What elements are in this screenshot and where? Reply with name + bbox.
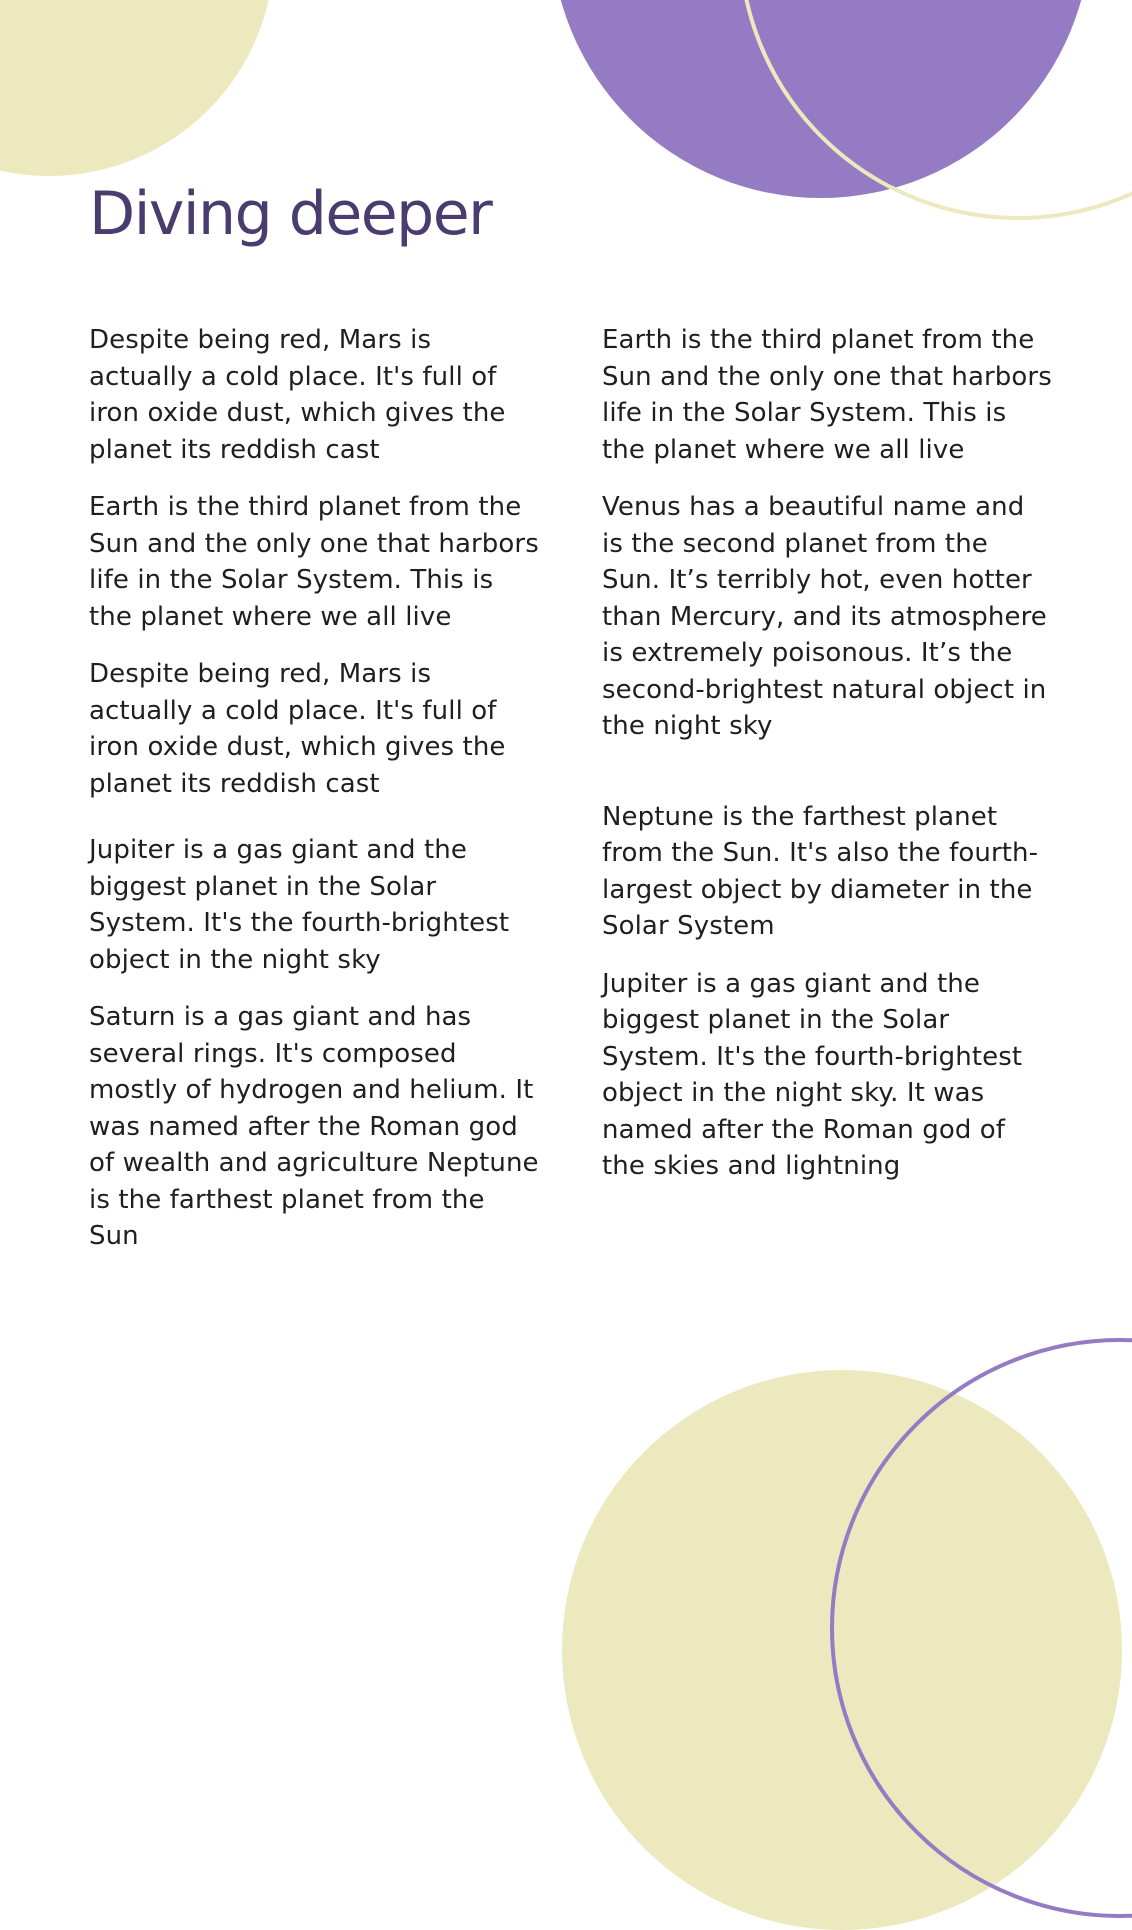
left-column — [89, 322, 539, 1255]
paragraph-mars-repeat: Despite being red, Mars is actually a cold place. It's full of iron oxide dust, which gives the planet its reddish cast — [89, 659, 506, 799]
paragraph-jupiter-right: Jupiter is a gas giant and the biggest planet in the Solar System. It's the fourth-brightest object in the night sky. It was named after the Roman god of the skies and lightning — [602, 968, 1023, 1181]
paragraph-earth-right: Earth is the third planet from the Sun and the only one that harbors life in the Solar System. This is the planet where we all live — [602, 325, 1052, 465]
paragraph-jupiter: Jupiter is a gas giant and the biggest planet in the Solar System. It's the fourth-brightest object in the night sky — [89, 835, 510, 975]
paragraph-mars: Despite being red, Mars is actually a cold place. It's full of iron oxide dust, which gives the planet its reddish cast — [89, 325, 506, 465]
paragraph-venus: Venus has a beautiful name and is the second planet from the Sun. It’s terribly hot, even hotter than Mercury, and its atmosphere is extremely poisonous. It’s the second-brightest natural object in the night sky — [602, 492, 1047, 741]
page-title: Diving deeper — [89, 179, 492, 249]
paragraph-neptune: Neptune is the farthest planet from the Sun. It's also the fourth-largest object by diameter in the Solar System — [602, 801, 1039, 941]
decor-circle-top-left — [0, 0, 274, 176]
paragraph-saturn: Saturn is a gas giant and has several rings. It's composed mostly of hydrogen and helium. It was named after the Roman god of wealth and agriculture Neptune is the farthest planet from the Sun — [89, 1002, 539, 1251]
right-column — [602, 322, 1052, 1185]
paragraph-earth: Earth is the third planet from the Sun and the only one that harbors life in the Solar System. This is the planet where we all live — [89, 492, 539, 632]
